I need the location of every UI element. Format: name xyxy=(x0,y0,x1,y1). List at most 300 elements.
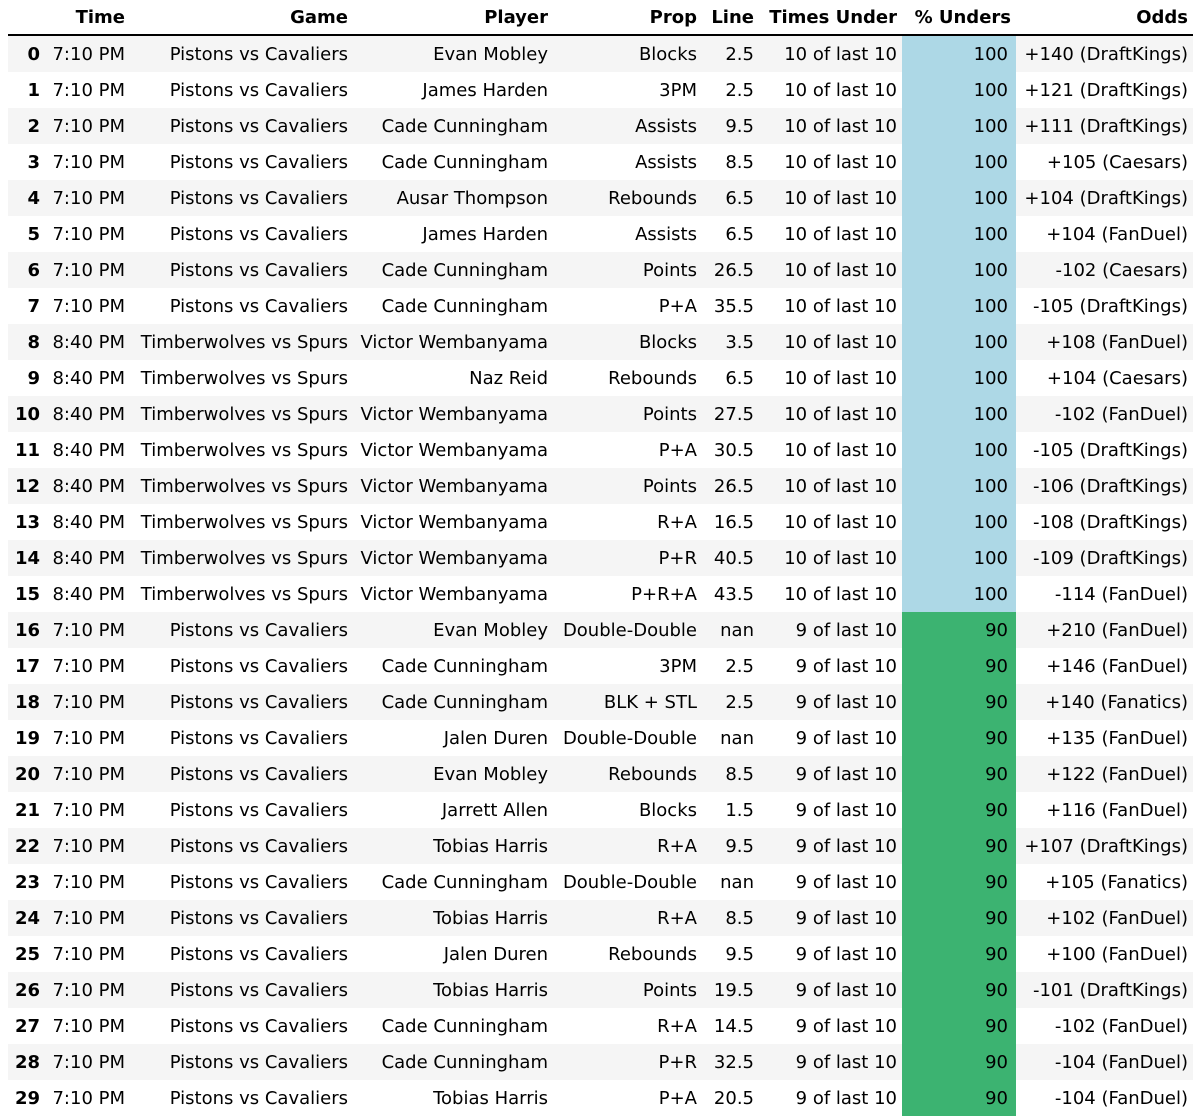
line-cell: 8.5 xyxy=(725,763,754,785)
prop-header: Prop xyxy=(553,0,702,35)
odds-cell: +108 (FanDuel) xyxy=(1046,331,1188,353)
line-header: Line xyxy=(702,0,759,35)
game-cell: Pistons vs Cavaliers xyxy=(169,979,348,1001)
game-cell: Pistons vs Cavaliers xyxy=(169,943,348,965)
time-cell: 7:10 PM xyxy=(52,295,125,317)
row-index: 23 xyxy=(14,871,40,893)
line-cell: 20.5 xyxy=(713,1087,754,1109)
player-cell: James Harden xyxy=(422,223,548,245)
pct-unders-cell: 100 xyxy=(902,108,1016,144)
game-cell: Pistons vs Cavaliers xyxy=(169,799,348,821)
game-cell: Timberwolves vs Spurs xyxy=(140,367,348,389)
game-cell: Pistons vs Cavaliers xyxy=(169,655,348,677)
table-header xyxy=(8,0,1193,35)
pct-unders-cell: 90 xyxy=(902,720,1016,756)
game-cell: Pistons vs Cavaliers xyxy=(169,1087,348,1109)
table-row xyxy=(8,936,1193,972)
prop-cell: 3PM xyxy=(659,79,697,101)
line-cell: 2.5 xyxy=(725,79,754,101)
time-cell: 8:40 PM xyxy=(52,583,125,605)
line-cell: 9.5 xyxy=(725,835,754,857)
time-cell: 8:40 PM xyxy=(52,403,125,425)
pct-unders-cell: 90 xyxy=(902,1008,1016,1044)
prop-cell: Rebounds xyxy=(608,763,697,785)
odds-cell: -114 (FanDuel) xyxy=(1054,583,1188,605)
player-cell: Victor Wembanyama xyxy=(360,511,548,533)
prop-cell: R+A xyxy=(657,1015,697,1037)
player-cell: Cade Cunningham xyxy=(381,1015,548,1037)
row-index: 9 xyxy=(27,367,40,389)
times-under-cell: 10 of last 10 xyxy=(784,43,897,65)
line-cell: 2.5 xyxy=(725,691,754,713)
game-cell: Pistons vs Cavaliers xyxy=(169,835,348,857)
row-index: 5 xyxy=(27,223,40,245)
row-index: 27 xyxy=(14,1015,40,1037)
game-cell: Pistons vs Cavaliers xyxy=(169,223,348,245)
row-index: 16 xyxy=(14,619,40,641)
pct-unders-cell: 90 xyxy=(902,612,1016,648)
row-index: 13 xyxy=(14,511,40,533)
pct-unders-header: % Unders xyxy=(902,0,1016,35)
odds-cell: +121 (DraftKings) xyxy=(1024,79,1188,101)
time-cell: 8:40 PM xyxy=(52,511,125,533)
prop-cell: Points xyxy=(642,979,697,1001)
times-under-cell: 9 of last 10 xyxy=(795,943,897,965)
game-cell: Pistons vs Cavaliers xyxy=(169,907,348,929)
prop-cell: Points xyxy=(642,259,697,281)
table-row xyxy=(8,180,1193,216)
odds-cell: -109 (DraftKings) xyxy=(1032,547,1188,569)
prop-cell: Double-Double xyxy=(562,727,697,749)
row-index: 20 xyxy=(14,763,40,785)
prop-cell: Rebounds xyxy=(608,187,697,209)
line-cell: 1.5 xyxy=(725,799,754,821)
odds-cell: +102 (FanDuel) xyxy=(1046,907,1188,929)
row-index: 26 xyxy=(14,979,40,1001)
times-under-cell: 10 of last 10 xyxy=(784,259,897,281)
prop-cell: Double-Double xyxy=(562,619,697,641)
prop-cell: P+A xyxy=(658,1087,697,1109)
times-under-cell: 9 of last 10 xyxy=(795,799,897,821)
row-index: 12 xyxy=(14,475,40,497)
times-under-cell: 10 of last 10 xyxy=(784,583,897,605)
table-row xyxy=(8,360,1193,396)
times-under-cell: 10 of last 10 xyxy=(784,115,897,137)
player-cell: Cade Cunningham xyxy=(381,115,548,137)
player-cell: Cade Cunningham xyxy=(381,691,548,713)
odds-cell: +140 (DraftKings) xyxy=(1024,43,1188,65)
player-cell: Cade Cunningham xyxy=(381,295,548,317)
player-cell: Evan Mobley xyxy=(433,763,548,785)
pct-unders-cell: 90 xyxy=(902,900,1016,936)
odds-cell: +104 (Caesars) xyxy=(1046,367,1188,389)
player-cell: Evan Mobley xyxy=(433,43,548,65)
odds-cell: +122 (FanDuel) xyxy=(1046,763,1188,785)
line-cell: 6.5 xyxy=(725,367,754,389)
times-under-cell: 9 of last 10 xyxy=(795,619,897,641)
game-cell: Pistons vs Cavaliers xyxy=(169,151,348,173)
table-row xyxy=(8,324,1193,360)
times-under-cell: 10 of last 10 xyxy=(784,331,897,353)
player-cell: Victor Wembanyama xyxy=(360,439,548,461)
player-cell: Victor Wembanyama xyxy=(360,583,548,605)
line-cell: 27.5 xyxy=(713,403,754,425)
times-under-cell: 10 of last 10 xyxy=(784,367,897,389)
game-cell: Pistons vs Cavaliers xyxy=(169,187,348,209)
time-cell: 7:10 PM xyxy=(52,655,125,677)
game-cell: Timberwolves vs Spurs xyxy=(140,331,348,353)
player-cell: Jalen Duren xyxy=(443,943,548,965)
times-under-cell: 9 of last 10 xyxy=(795,655,897,677)
line-cell: 32.5 xyxy=(713,1051,754,1073)
times-under-cell: 10 of last 10 xyxy=(784,475,897,497)
time-cell: 7:10 PM xyxy=(52,1087,125,1109)
row-index: 1 xyxy=(27,79,40,101)
odds-cell: +146 (FanDuel) xyxy=(1046,655,1188,677)
game-cell: Pistons vs Cavaliers xyxy=(169,871,348,893)
game-cell: Pistons vs Cavaliers xyxy=(169,1051,348,1073)
game-cell: Pistons vs Cavaliers xyxy=(169,115,348,137)
times-under-cell: 10 of last 10 xyxy=(784,79,897,101)
line-cell: 9.5 xyxy=(725,115,754,137)
row-index: 28 xyxy=(14,1051,40,1073)
table-row xyxy=(8,648,1193,684)
game-cell: Pistons vs Cavaliers xyxy=(169,763,348,785)
line-cell: 6.5 xyxy=(725,223,754,245)
row-index: 15 xyxy=(14,583,40,605)
times-under-cell: 9 of last 10 xyxy=(795,1087,897,1109)
times-under-cell: 9 of last 10 xyxy=(795,727,897,749)
odds-cell: +104 (DraftKings) xyxy=(1024,187,1188,209)
table-row xyxy=(8,540,1193,576)
prop-cell: Points xyxy=(642,475,697,497)
times-under-cell: 9 of last 10 xyxy=(795,763,897,785)
game-cell: Pistons vs Cavaliers xyxy=(169,727,348,749)
times-under-header: Times Under xyxy=(759,0,902,35)
pct-unders-cell: 90 xyxy=(902,1080,1016,1116)
time-cell: 7:10 PM xyxy=(52,763,125,785)
player-cell: Evan Mobley xyxy=(433,619,548,641)
time-cell: 8:40 PM xyxy=(52,475,125,497)
row-index: 14 xyxy=(14,547,40,569)
time-cell: 7:10 PM xyxy=(52,727,125,749)
time-cell: 7:10 PM xyxy=(52,799,125,821)
table-row xyxy=(8,612,1193,648)
row-index: 0 xyxy=(27,43,40,65)
pct-unders-cell: 90 xyxy=(902,648,1016,684)
prop-cell: R+A xyxy=(657,907,697,929)
table-row xyxy=(8,900,1193,936)
pct-unders-cell: 100 xyxy=(902,396,1016,432)
game-cell: Timberwolves vs Spurs xyxy=(140,583,348,605)
time-cell: 7:10 PM xyxy=(52,223,125,245)
time-cell: 7:10 PM xyxy=(52,619,125,641)
player-cell: Victor Wembanyama xyxy=(360,547,548,569)
row-index: 10 xyxy=(14,403,40,425)
pct-unders-cell: 100 xyxy=(902,72,1016,108)
line-cell: nan xyxy=(720,727,754,749)
game-cell: Timberwolves vs Spurs xyxy=(140,439,348,461)
line-cell: 8.5 xyxy=(725,907,754,929)
table-body xyxy=(8,35,1193,1116)
odds-cell: +105 (Caesars) xyxy=(1046,151,1188,173)
times-under-cell: 10 of last 10 xyxy=(784,547,897,569)
table-row xyxy=(8,720,1193,756)
row-index: 18 xyxy=(14,691,40,713)
line-cell: 19.5 xyxy=(713,979,754,1001)
time-cell: 7:10 PM xyxy=(52,1051,125,1073)
player-cell: Ausar Thompson xyxy=(396,187,548,209)
pct-unders-cell: 90 xyxy=(902,972,1016,1008)
line-cell: 43.5 xyxy=(713,583,754,605)
times-under-cell: 9 of last 10 xyxy=(795,1015,897,1037)
line-cell: 35.5 xyxy=(713,295,754,317)
header-row xyxy=(8,0,1193,35)
table-row xyxy=(8,828,1193,864)
time-cell: 7:10 PM xyxy=(52,259,125,281)
player-cell: Cade Cunningham xyxy=(381,1051,548,1073)
player-cell: Cade Cunningham xyxy=(381,655,548,677)
row-index: 21 xyxy=(14,799,40,821)
table-row xyxy=(8,684,1193,720)
row-index: 19 xyxy=(14,727,40,749)
time-cell: 8:40 PM xyxy=(52,547,125,569)
line-cell: 2.5 xyxy=(725,43,754,65)
pct-unders-cell: 90 xyxy=(902,756,1016,792)
times-under-cell: 10 of last 10 xyxy=(784,187,897,209)
time-cell: 7:10 PM xyxy=(52,943,125,965)
game-header: Game xyxy=(130,0,353,35)
prop-cell: Points xyxy=(642,403,697,425)
game-cell: Timberwolves vs Spurs xyxy=(140,547,348,569)
player-cell: Tobias Harris xyxy=(433,1087,548,1109)
row-index: 22 xyxy=(14,835,40,857)
prop-cell: Blocks xyxy=(638,799,697,821)
row-index: 2 xyxy=(27,115,40,137)
time-cell: 7:10 PM xyxy=(52,187,125,209)
odds-cell: -104 (FanDuel) xyxy=(1054,1051,1188,1073)
time-cell: 7:10 PM xyxy=(52,907,125,929)
times-under-cell: 10 of last 10 xyxy=(784,403,897,425)
line-cell: 2.5 xyxy=(725,655,754,677)
player-cell: Tobias Harris xyxy=(433,979,548,1001)
line-cell: 9.5 xyxy=(725,943,754,965)
times-under-cell: 9 of last 10 xyxy=(795,835,897,857)
prop-cell: Assists xyxy=(635,223,697,245)
player-cell: Cade Cunningham xyxy=(381,259,548,281)
times-under-cell: 9 of last 10 xyxy=(795,979,897,1001)
player-cell: Tobias Harris xyxy=(433,835,548,857)
prop-cell: P+R xyxy=(658,1051,697,1073)
table-row xyxy=(8,144,1193,180)
pct-unders-cell: 100 xyxy=(902,324,1016,360)
table-row xyxy=(8,468,1193,504)
line-cell: 6.5 xyxy=(725,187,754,209)
game-cell: Pistons vs Cavaliers xyxy=(169,295,348,317)
prop-cell: Rebounds xyxy=(608,943,697,965)
times-under-cell: 9 of last 10 xyxy=(795,691,897,713)
odds-cell: -101 (DraftKings) xyxy=(1032,979,1188,1001)
odds-cell: +210 (FanDuel) xyxy=(1046,619,1188,641)
odds-cell: +116 (FanDuel) xyxy=(1046,799,1188,821)
odds-cell: -108 (DraftKings) xyxy=(1032,511,1188,533)
times-under-cell: 10 of last 10 xyxy=(784,223,897,245)
index-header xyxy=(8,0,45,35)
player-cell: Victor Wembanyama xyxy=(360,403,548,425)
prop-cell: Blocks xyxy=(638,43,697,65)
pct-unders-cell: 100 xyxy=(902,252,1016,288)
line-cell: 40.5 xyxy=(713,547,754,569)
props-table xyxy=(8,0,1193,1116)
props-table-container xyxy=(8,0,1193,1116)
table-row xyxy=(8,576,1193,612)
table-row xyxy=(8,216,1193,252)
player-cell: Victor Wembanyama xyxy=(360,331,548,353)
row-index: 25 xyxy=(14,943,40,965)
time-cell: 8:40 PM xyxy=(52,331,125,353)
player-cell: Jalen Duren xyxy=(443,727,548,749)
player-header: Player xyxy=(353,0,553,35)
times-under-cell: 10 of last 10 xyxy=(784,151,897,173)
odds-cell: -105 (DraftKings) xyxy=(1032,295,1188,317)
player-cell: Cade Cunningham xyxy=(381,871,548,893)
line-cell: 3.5 xyxy=(725,331,754,353)
game-cell: Pistons vs Cavaliers xyxy=(169,1015,348,1037)
pct-unders-cell: 100 xyxy=(902,180,1016,216)
prop-cell: R+A xyxy=(657,511,697,533)
line-cell: 26.5 xyxy=(713,259,754,281)
row-index: 29 xyxy=(14,1087,40,1109)
row-index: 17 xyxy=(14,655,40,677)
game-cell: Pistons vs Cavaliers xyxy=(169,79,348,101)
odds-cell: +107 (DraftKings) xyxy=(1024,835,1188,857)
pct-unders-cell: 90 xyxy=(902,1044,1016,1080)
time-cell: 7:10 PM xyxy=(52,151,125,173)
table-row xyxy=(8,1044,1193,1080)
line-cell: 16.5 xyxy=(713,511,754,533)
table-row xyxy=(8,756,1193,792)
pct-unders-cell: 100 xyxy=(902,468,1016,504)
odds-header: Odds xyxy=(1016,0,1193,35)
odds-cell: -104 (FanDuel) xyxy=(1054,1087,1188,1109)
line-cell: nan xyxy=(720,619,754,641)
prop-cell: P+R xyxy=(658,547,697,569)
time-cell: 7:10 PM xyxy=(52,835,125,857)
game-cell: Timberwolves vs Spurs xyxy=(140,475,348,497)
pct-unders-cell: 100 xyxy=(902,144,1016,180)
row-index: 24 xyxy=(14,907,40,929)
time-cell: 8:40 PM xyxy=(52,367,125,389)
times-under-cell: 9 of last 10 xyxy=(795,1051,897,1073)
time-header: Time xyxy=(45,0,130,35)
times-under-cell: 10 of last 10 xyxy=(784,439,897,461)
line-cell: nan xyxy=(720,871,754,893)
prop-cell: P+A xyxy=(658,295,697,317)
prop-cell: Rebounds xyxy=(608,367,697,389)
player-cell: Cade Cunningham xyxy=(381,151,548,173)
table-row xyxy=(8,72,1193,108)
table-row xyxy=(8,864,1193,900)
odds-cell: +100 (FanDuel) xyxy=(1046,943,1188,965)
row-index: 7 xyxy=(27,295,40,317)
odds-cell: -106 (DraftKings) xyxy=(1032,475,1188,497)
row-index: 8 xyxy=(27,331,40,353)
player-cell: James Harden xyxy=(422,79,548,101)
time-cell: 7:10 PM xyxy=(52,43,125,65)
prop-cell: Double-Double xyxy=(562,871,697,893)
odds-cell: -102 (FanDuel) xyxy=(1054,403,1188,425)
time-cell: 7:10 PM xyxy=(52,979,125,1001)
table-row xyxy=(8,108,1193,144)
times-under-cell: 10 of last 10 xyxy=(784,295,897,317)
game-cell: Timberwolves vs Spurs xyxy=(140,403,348,425)
odds-cell: -105 (DraftKings) xyxy=(1032,439,1188,461)
line-cell: 30.5 xyxy=(713,439,754,461)
prop-cell: BLK + STL xyxy=(603,691,697,713)
game-cell: Pistons vs Cavaliers xyxy=(169,619,348,641)
pct-unders-cell: 100 xyxy=(902,35,1016,72)
table-row xyxy=(8,504,1193,540)
table-row xyxy=(8,432,1193,468)
time-cell: 8:40 PM xyxy=(52,439,125,461)
odds-cell: +140 (Fanatics) xyxy=(1045,691,1188,713)
table-row xyxy=(8,972,1193,1008)
game-cell: Pistons vs Cavaliers xyxy=(169,43,348,65)
table-row xyxy=(8,35,1193,72)
odds-cell: +135 (FanDuel) xyxy=(1046,727,1188,749)
line-cell: 8.5 xyxy=(725,151,754,173)
player-cell: Jarrett Allen xyxy=(441,799,548,821)
row-index: 11 xyxy=(14,439,40,461)
player-cell: Naz Reid xyxy=(469,367,548,389)
time-cell: 7:10 PM xyxy=(52,79,125,101)
prop-cell: Blocks xyxy=(638,331,697,353)
prop-cell: P+R+A xyxy=(631,583,697,605)
row-index: 3 xyxy=(27,151,40,173)
pct-unders-cell: 90 xyxy=(902,828,1016,864)
odds-cell: +104 (FanDuel) xyxy=(1046,223,1188,245)
prop-cell: Assists xyxy=(635,151,697,173)
odds-cell: +105 (Fanatics) xyxy=(1045,871,1188,893)
pct-unders-cell: 100 xyxy=(902,504,1016,540)
time-cell: 7:10 PM xyxy=(52,115,125,137)
prop-cell: 3PM xyxy=(659,655,697,677)
table-row xyxy=(8,1008,1193,1044)
odds-cell: +111 (DraftKings) xyxy=(1024,115,1188,137)
table-row xyxy=(8,252,1193,288)
game-cell: Pistons vs Cavaliers xyxy=(169,691,348,713)
pct-unders-cell: 100 xyxy=(902,432,1016,468)
row-index: 4 xyxy=(27,187,40,209)
pct-unders-cell: 90 xyxy=(902,864,1016,900)
prop-cell: R+A xyxy=(657,835,697,857)
pct-unders-cell: 90 xyxy=(902,792,1016,828)
odds-cell: -102 (FanDuel) xyxy=(1054,1015,1188,1037)
line-cell: 26.5 xyxy=(713,475,754,497)
pct-unders-cell: 100 xyxy=(902,576,1016,612)
pct-unders-cell: 100 xyxy=(902,360,1016,396)
player-cell: Victor Wembanyama xyxy=(360,475,548,497)
times-under-cell: 9 of last 10 xyxy=(795,907,897,929)
pct-unders-cell: 100 xyxy=(902,540,1016,576)
table-row xyxy=(8,288,1193,324)
time-cell: 7:10 PM xyxy=(52,1015,125,1037)
player-cell: Tobias Harris xyxy=(433,907,548,929)
line-cell: 14.5 xyxy=(713,1015,754,1037)
prop-cell: P+A xyxy=(658,439,697,461)
table-row xyxy=(8,396,1193,432)
pct-unders-cell: 90 xyxy=(902,684,1016,720)
